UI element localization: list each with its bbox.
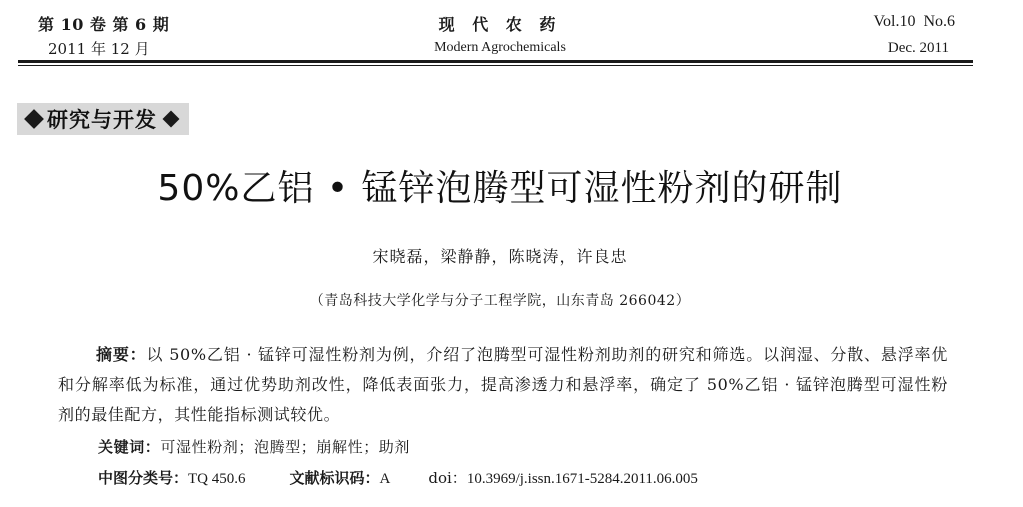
clc-value: TQ 450.6 [188,471,246,487]
journal-name-en: Modern Agrochemicals [434,40,566,55]
abstract-text: 以 50%乙铝 · 锰锌可湿性粉剂为例，介绍了泡腾型可湿性粉剂助剂的研究和筛选。以润湿、分散、悬浮率优和分解率低为标准，通过优势助剂改性，降低表面张力，提高渗透力和悬浮率，确定了 50%乙铝 · 锰锌泡腾型可湿性粉剂的最佳配方，其性能指标测试较优。 [58,345,948,424]
section-tag-label: 研究与开发 [47,108,157,132]
doc-code-label: 文献标识码： [289,469,380,487]
publication-date-en: Dec. 2011 [887,40,949,56]
diamond-icon [24,109,44,129]
classification-line [98,467,698,488]
header-rule-thick [18,60,973,63]
doi-label: doi： [428,469,467,487]
volume-issue-en: Vol.10 No.6 [873,13,955,30]
header-rule-thin [18,65,973,66]
article-abstract [58,340,948,430]
keywords-text: 可湿性粉剂；泡腾型；崩解性；助剂 [160,438,411,456]
volume-issue: 第 10 卷 第 6 期 [38,15,170,34]
keywords [98,436,410,457]
article-affiliation: （青岛科技大学化学与分子工程学院，山东青岛 266042） [309,293,691,309]
journal-name-cn: 现 代 农 药 [438,15,562,34]
article-authors: 宋晓磊，梁静静，陈晓涛，许良忠 [372,247,628,266]
diamond-icon [163,111,180,128]
doi-value: 10.3969/j.issn.1671-5284.2011.06.005 [466,471,698,487]
article-title: 50%乙铝 • 锰锌泡腾型可湿性粉剂的研制 [157,168,843,209]
clc-label: 中图分类号： [98,469,189,487]
keywords-label: 关键词： [98,438,161,456]
abstract-label: 摘要： [96,345,147,364]
section-tag [17,103,189,135]
publication-date-cn: 2011 年 12 月 [48,40,150,58]
doc-code-value: A [379,471,391,487]
